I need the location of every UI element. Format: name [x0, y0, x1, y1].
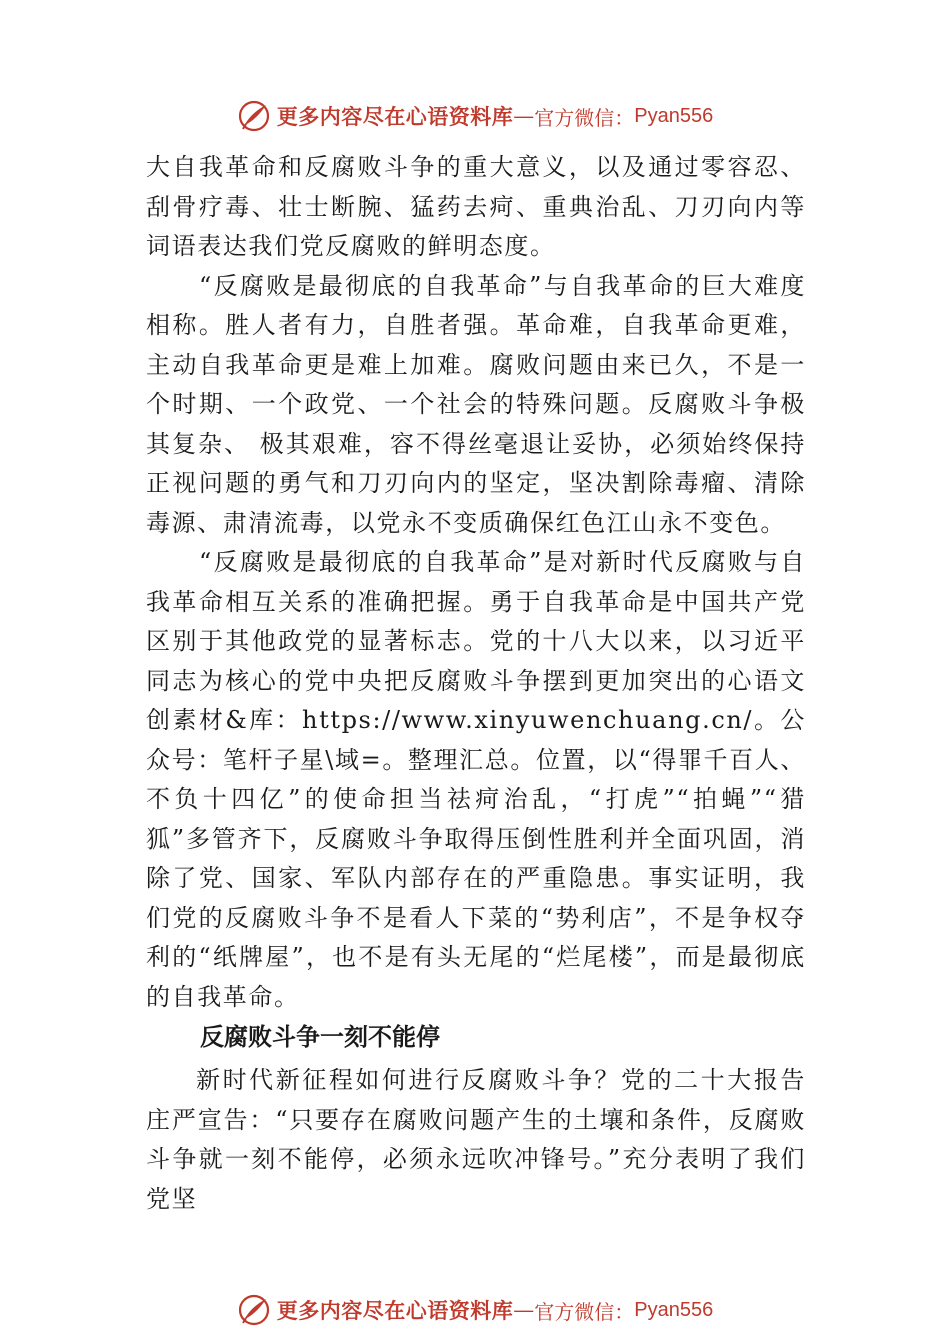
footer-wechat-label: 官方微信： [534, 1299, 635, 1324]
header-wechat-id: Pyan556 [634, 104, 714, 127]
header-wechat-label: 官方微信： [534, 105, 635, 130]
section-heading: 反腐败斗争一刻不能停 [200, 1023, 440, 1051]
pen-quill-logo-icon [237, 1293, 271, 1327]
paragraph-2: “反腐败是最彻底的自我革命”与自我革命的巨大难度相称。胜人者有力，自胜者强。革命难，自我革命更难，主动自我革命更是难上加难。腐败问题由来已久，不是一个时期、一个政党、一个社会的特殊问题。反腐败斗争极其复杂、 极其艰难，容不得丝毫退让妥协，必须始终保持正视问题的勇气和刀刃向内的坚定，坚决割除毒瘤、清除毒源、肃清流毒，以党永不变质确保红色江山永不变色。 [146, 271, 806, 537]
paragraph-3: “反腐败是最彻底的自我革命”是对新时代反腐败与自我革命相互关系的准确把握。勇于自我革命是中国共产党区别于其他政党的显著标志。党的十八大以来，以习近平同志为核心的党中央把反腐败斗争摆到更加突出的心语文创素材&库：https://www.xinyuwenchuang.cn/。公众号：笔杆子星\域=。整理汇总。位置，以“得罪千百人、不负十四亿”的使命担当祛疴治乱，“打虎”“拍蝇”“猎狐”多管齐下，反腐败斗争取得压倒性胜利并全面巩固，消除了党、国家、军队内部存在的严重隐患。事实证明，我们党的反腐败斗争不是看人下菜的“势利店”，不是争权夺利的“纸牌屋”，也不是有头无尾的“烂尾楼”，而是最彻底的自我革命。 [146, 548, 806, 1011]
paragraph-4: 新时代新征程如何进行反腐败斗争？党的二十大报告庄严宣告：“只要存在腐败问题产生的土壤和条件，反腐败斗争就一刻不能停，必须永远吹冲锋号。”充分表明了我们党坚 [146, 1066, 806, 1213]
footer-dash: — [513, 1298, 535, 1322]
header-brand-text: 更多内容尽在心语资料库 [276, 104, 514, 129]
pen-quill-logo-icon [237, 99, 271, 133]
header-banner [0, 96, 950, 136]
paragraph-1: 大自我革命和反腐败斗争的重大意义，以及通过零容忍、刮骨疗毒、壮士断腕、猛药去疴、重典治乱、刀刃向内等词语表达我们党反腐败的鲜明态度。 [146, 153, 806, 260]
footer-wechat-id: Pyan556 [634, 1298, 714, 1321]
header-dash: — [513, 104, 535, 128]
footer-banner [0, 1290, 950, 1330]
document-body [146, 148, 806, 1219]
footer-brand-text: 更多内容尽在心语资料库 [276, 1298, 514, 1323]
